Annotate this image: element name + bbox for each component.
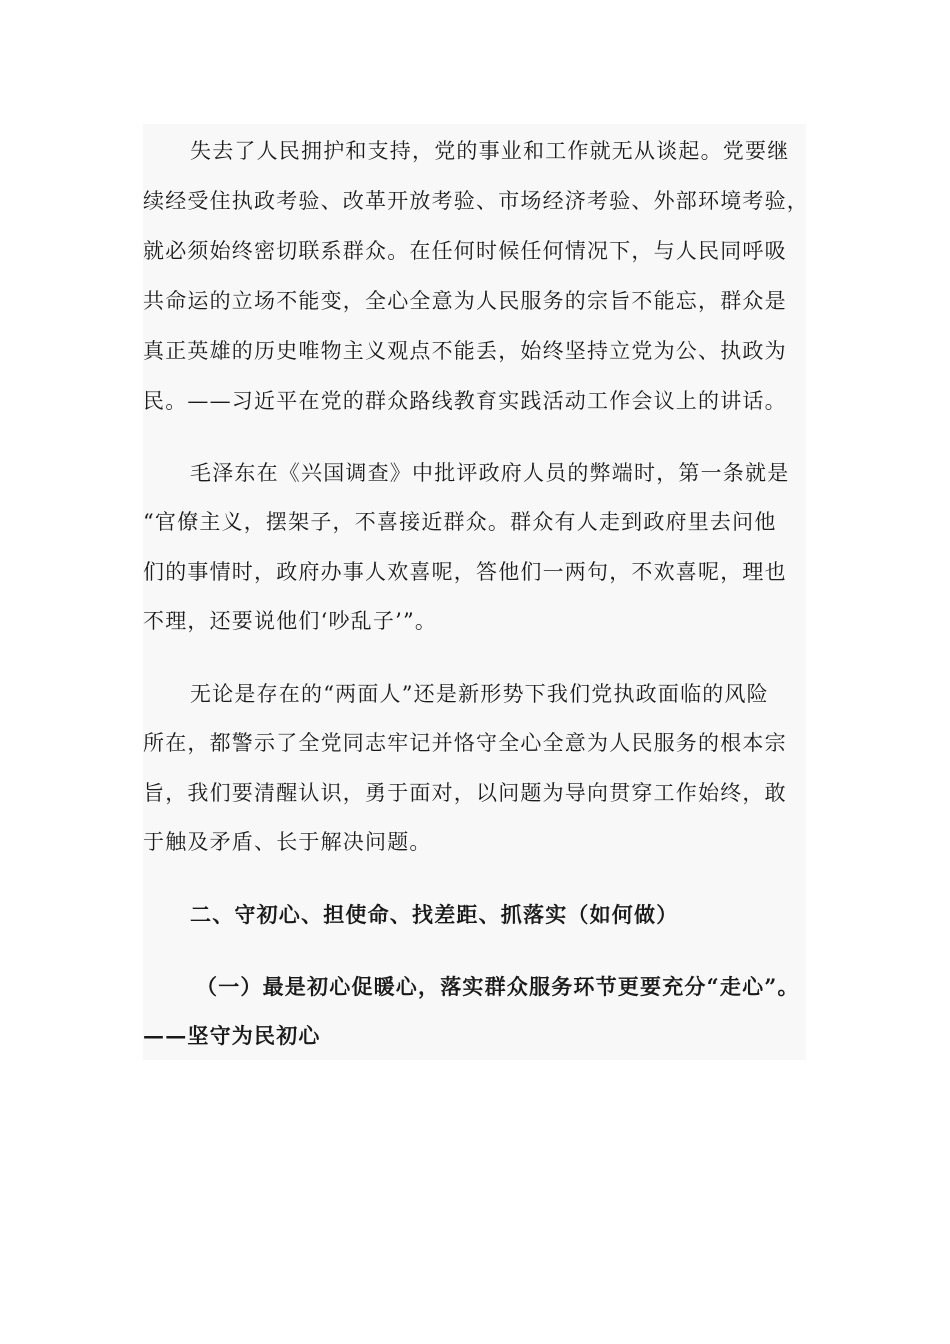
paragraph-1-line-2: 续经受住执政考验、改革开放考验、市场经济考验、外部环境考验， <box>143 189 809 213</box>
paragraph-1-line-4: 共命运的立场不能变，全心全意为人民服务的宗旨不能忘，群众是 <box>143 289 787 313</box>
paragraph-2-line-1: 毛泽东在《兴国调查》中批评政府人员的弊端时，第一条就是 <box>190 461 790 485</box>
paragraph-2-line-2: “官僚主义，摆架子，不喜接近群众。群众有人走到政府里去问他 <box>143 510 777 534</box>
paragraph-1-line-1: 失去了人民拥护和支持，党的事业和工作就无从谈起。党要继 <box>190 139 790 163</box>
section-heading: 二、守初心、担使命、找差距、抓落实（如何做） <box>190 902 679 927</box>
paragraph-2-line-4: 不理，还要说他们‘吵乱子’”。 <box>143 609 438 633</box>
paragraph-2-line-3: 们的事情时，政府办事人欢喜呢，答他们一两句，不欢喜呢，理也 <box>143 560 787 584</box>
paragraph-3-line-3: 旨，我们要清醒认识，勇于面对，以问题为导向贯穿工作始终，敢 <box>143 781 787 805</box>
paragraph-3-line-1: 无论是存在的“两面人”还是新形势下我们党执政面临的风险 <box>190 682 769 706</box>
subsection-heading-line-1: （一）最是初心促暖心，落实群众服务环节更要充分“走心”。 <box>196 974 800 999</box>
paragraph-3-line-4: 于触及矛盾、长于解决问题。 <box>143 830 432 854</box>
paragraph-1-line-3: 就必须始终密切联系群众。在任何时候任何情况下，与人民同呼吸 <box>143 239 787 263</box>
paragraph-3-line-2: 所在，都警示了全党同志牢记并恪守全心全意为人民服务的根本宗 <box>143 731 787 755</box>
paragraph-1-line-6: 民。——习近平在党的群众路线教育实践活动工作会议上的讲话。 <box>143 389 787 413</box>
paragraph-1-line-5: 真正英雄的历史唯物主义观点不能丢，始终坚持立党为公、执政为 <box>143 339 787 363</box>
subsection-heading-line-2: ——坚守为民初心 <box>143 1023 321 1048</box>
